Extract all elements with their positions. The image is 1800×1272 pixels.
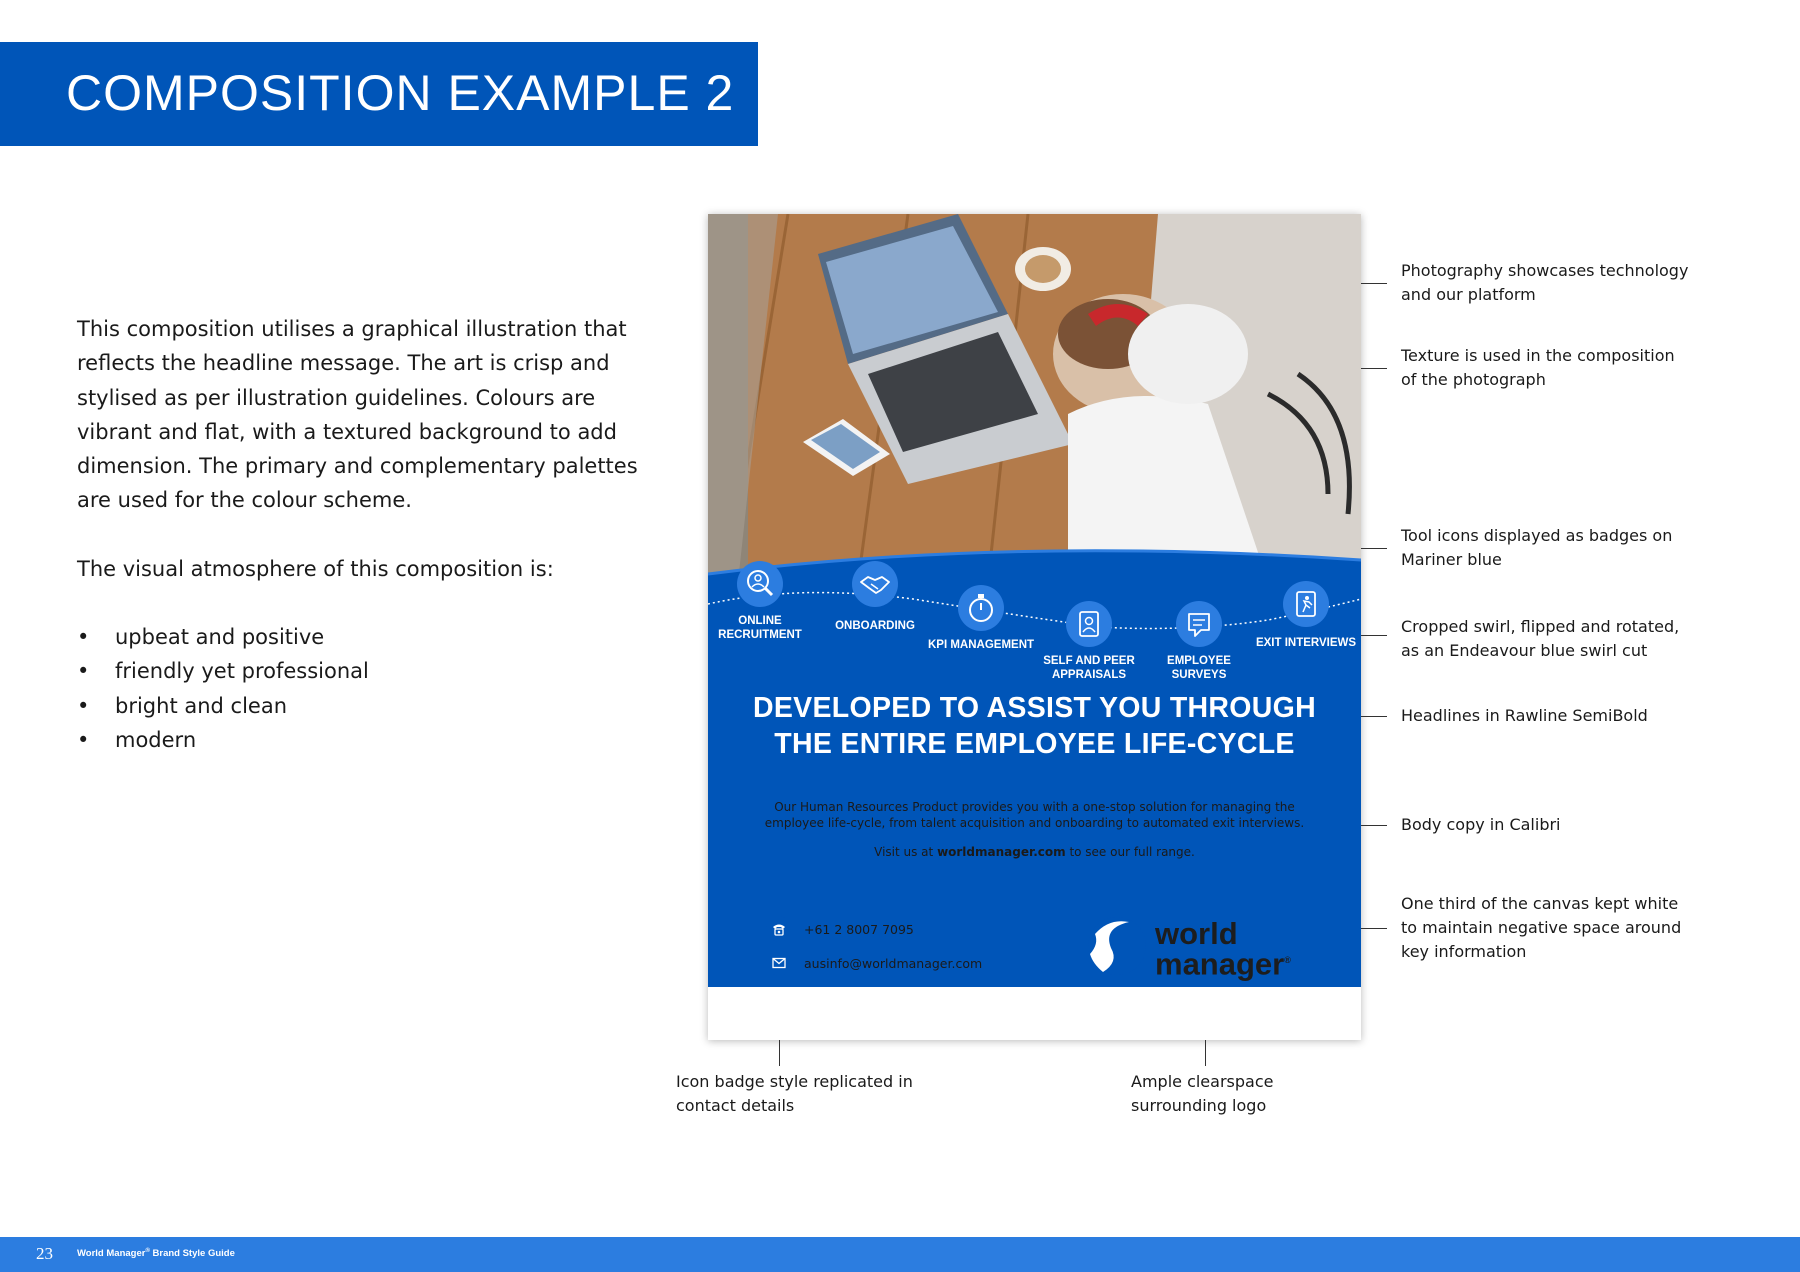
annotation-tool-icons: Tool icons displayed as badges on Mariner blue [1401, 526, 1673, 569]
annotation-line-negative-space [1361, 928, 1387, 929]
bullet-glyph: • [77, 693, 90, 718]
annotation-body: Body copy in Calibri [1401, 815, 1561, 834]
tool-label-onboarding: ONBOARDING [835, 620, 915, 632]
annotation-line-badge-style [779, 1040, 780, 1066]
annotation-badge-style: Icon badge style replicated in contact details [676, 1072, 913, 1115]
bullet-glyph: • [77, 625, 90, 650]
handshake-icon [851, 560, 899, 608]
tool-label-employee-surveys: EMPLOYEE SURVEYS [1167, 655, 1231, 681]
guide-title: World Manager® Brand Style Guide [77, 1248, 235, 1260]
contact-email [766, 950, 982, 976]
bullet-glyph: • [77, 659, 90, 684]
annotation-line-clearspace [1205, 1040, 1206, 1066]
website-link: worldmanager.com [937, 845, 1066, 859]
intro-paragraph: This composition utilises a graphical illustration that reflects the headline message. The art is crisp and stylised as per illustration guidelines. Colours are vibrant and flat, with a textured background to add dimension. The primary and complementary palettes are used for the colour scheme. [77, 317, 638, 513]
tool-label-appraisals: SELF AND PEER APPRAISALS [1043, 655, 1135, 681]
annotation-photography: Photography showcases technology and our platform [1401, 261, 1689, 304]
annotation-line-body [1361, 825, 1387, 826]
footer-bar [0, 1237, 1800, 1272]
visit-line: Visit us at worldmanager.com to see our full range. [874, 845, 1195, 859]
photo-woman-laptop [708, 214, 1361, 582]
registered-mark: ® [1284, 955, 1291, 965]
title-banner [0, 42, 758, 146]
tool-label-online-recruitment: ONLINE RECRUITMENT [718, 615, 802, 641]
stopwatch-icon [957, 584, 1005, 632]
annotation-texture: Texture is used in the composition of the photograph [1401, 346, 1675, 389]
phone-icon [766, 916, 792, 942]
annotation-headlines: Headlines in Rawline SemiBold [1401, 706, 1648, 725]
phone-number: +61 2 8007 7095 [804, 921, 914, 937]
list-item: • friendly yet professional [77, 654, 647, 688]
annotation-swirl: Cropped swirl, flipped and rotated, as an Endeavour blue swirl cut [1401, 617, 1680, 660]
envelope-icon [766, 950, 792, 976]
logo-swirl-icon [1085, 914, 1151, 980]
page-number: 23 [36, 1244, 53, 1263]
atmosphere-lead: The visual atmosphere of this composition is: [77, 556, 554, 581]
poster-headline: DEVELOPED TO ASSIST YOU THROUGH THE ENTIRE EMPLOYEE LIFE-CYCLE [752, 692, 1317, 760]
bullet-glyph: • [77, 727, 90, 752]
exit-clipboard-icon [1282, 580, 1330, 628]
annotation-line-texture [1361, 368, 1387, 369]
annotation-line-swirl [1361, 635, 1387, 636]
recruitment-magnifier-icon [736, 560, 784, 608]
tool-label-kpi-management: KPI MANAGEMENT [927, 639, 1035, 651]
survey-chat-icon [1175, 600, 1223, 648]
annotation-line-headlines [1361, 716, 1387, 717]
annotation-line-photography [1361, 283, 1387, 284]
logo-wordmark: world manager® [1155, 916, 1291, 982]
list-item: • bright and clean [77, 689, 647, 723]
email-address: ausinfo@worldmanager.com [804, 955, 983, 971]
contact-phone [766, 916, 914, 942]
appraisal-clipboard-icon [1065, 600, 1113, 648]
annotation-clearspace: Ample clearspace surrounding logo [1131, 1072, 1274, 1115]
tool-label-exit-interviews: EXIT INTERVIEWS [1255, 637, 1357, 649]
poster-example [708, 214, 1361, 1040]
poster-body-copy: Our Human Resources Product provides you with a one-stop solution for managing the employee life-cycle, from talent acquisition and onboarding to automated exit interviews. Visit us at worldmanager.com to see our full range. [748, 800, 1321, 861]
list-item: • upbeat and positive [77, 620, 647, 654]
annotation-line-tool-icons [1361, 548, 1387, 549]
atmosphere-list [77, 620, 647, 757]
annotation-negative-space: One third of the canvas kept white to maintain negative space around key information [1401, 894, 1682, 961]
intro-text [77, 312, 647, 757]
list-item: • modern [77, 723, 647, 757]
page-title: COMPOSITION EXAMPLE 2 [66, 65, 735, 121]
world-manager-logo [1085, 914, 1315, 984]
